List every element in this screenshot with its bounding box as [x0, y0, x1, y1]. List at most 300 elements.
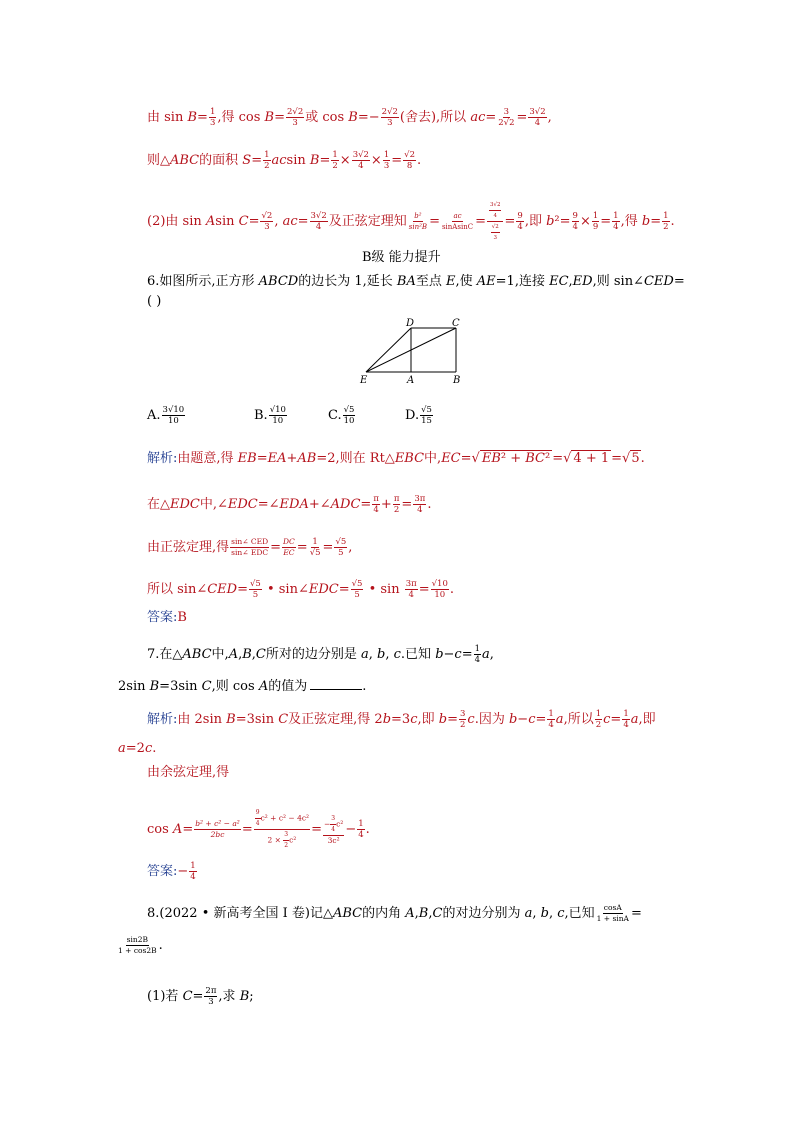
- text: 所对的边分别是: [265, 647, 362, 662]
- den: 10: [167, 416, 179, 426]
- text: =2,则在 Rt△: [316, 451, 395, 466]
- num: DC: [283, 537, 295, 546]
- text: ,则 sin∠: [592, 274, 644, 289]
- text: .: [427, 497, 432, 512]
- den: 4: [255, 820, 260, 827]
- text: =: [504, 214, 516, 229]
- den: 3: [383, 161, 390, 171]
- den: 4: [358, 830, 364, 840]
- den: 5: [252, 590, 259, 600]
- section-title: B级 能力提升: [362, 250, 441, 265]
- fraction: [260, 211, 273, 232]
- label: C.: [328, 408, 342, 423]
- fraction: [622, 709, 629, 730]
- var: B: [309, 153, 320, 168]
- analysis7-line1: [147, 709, 656, 730]
- den: sinAsinC: [441, 223, 474, 231]
- text: c²: [336, 819, 344, 828]
- text: 则△: [147, 153, 170, 168]
- num: 1: [663, 211, 669, 221]
- num: ac: [453, 212, 462, 220]
- fraction: [343, 405, 356, 426]
- text: ,求: [218, 989, 240, 1004]
- text: =: [192, 989, 204, 1004]
- fraction: [323, 814, 344, 846]
- sqrt: 4 + 1: [573, 451, 610, 466]
- label: B.: [254, 408, 268, 423]
- den: 10: [272, 416, 284, 426]
- text: 及正弦定理知: [328, 214, 407, 229]
- den: sin∠ EDC: [231, 548, 269, 557]
- den: 3: [208, 997, 214, 1007]
- text: =: [322, 540, 334, 555]
- text: ,所以: [563, 712, 594, 727]
- var: c: [467, 712, 475, 727]
- text: =: [535, 712, 547, 727]
- den: 10: [343, 416, 355, 426]
- den: 4: [358, 161, 364, 171]
- den: 4: [613, 222, 619, 232]
- fraction: [441, 211, 474, 232]
- text: ,: [428, 906, 433, 921]
- num: 1: [383, 150, 390, 160]
- text: =: [610, 712, 622, 727]
- fraction: [282, 537, 296, 558]
- answer-value: B: [177, 610, 187, 625]
- fraction: [309, 537, 322, 558]
- fraction: [194, 819, 241, 840]
- var: E: [446, 274, 456, 289]
- text: −: [345, 822, 357, 837]
- label-D: D: [406, 318, 415, 329]
- analysis6-line2: [147, 494, 431, 515]
- text: =2: [125, 741, 145, 756]
- solution1-line3: [147, 200, 675, 243]
- analysis6-line3: [147, 537, 352, 558]
- num: 1: [312, 537, 318, 547]
- fraction: [459, 709, 466, 730]
- text: ,即: [638, 712, 656, 727]
- den: 10: [434, 590, 446, 600]
- var: BC: [525, 451, 545, 466]
- text: 的面积: [199, 153, 243, 168]
- var: ac: [282, 214, 298, 229]
- var: b: [508, 712, 518, 727]
- var: B: [242, 647, 252, 662]
- label-B: B: [453, 375, 461, 386]
- fraction: [547, 709, 554, 730]
- var: B: [187, 110, 198, 125]
- fraction: [310, 211, 328, 232]
- var: EB: [481, 451, 501, 466]
- text: ,: [548, 906, 558, 921]
- fraction: [352, 150, 370, 171]
- den: 2: [393, 505, 400, 515]
- analysis-label: 解析:: [147, 451, 178, 466]
- line-ED: [366, 328, 411, 372]
- num: 3√10: [162, 405, 185, 415]
- text: ,: [489, 647, 494, 662]
- text: =: [401, 497, 413, 512]
- text: .: [416, 153, 422, 168]
- num: 1: [595, 709, 602, 719]
- var: ED: [572, 274, 593, 289]
- var: a: [630, 712, 639, 727]
- text: +: [286, 451, 298, 466]
- var: b: [438, 712, 448, 727]
- text: c² + c² − 4c²: [260, 813, 310, 823]
- var: ABC: [332, 906, 363, 921]
- text: =: [447, 712, 458, 727]
- question8-line1: [147, 903, 642, 924]
- num: [254, 808, 310, 830]
- sqrt: [480, 450, 552, 467]
- text: 的边长为 1,延长: [298, 274, 397, 289]
- answer-blank[interactable]: [310, 677, 362, 690]
- answer-label: 答案:: [147, 610, 178, 625]
- question6-line1: [147, 274, 685, 290]
- analysis-label: 解析:: [147, 712, 178, 727]
- den: 4: [548, 720, 554, 730]
- text: ,得 cos: [217, 110, 265, 125]
- answer-label: 答案:: [147, 864, 178, 879]
- fraction: [209, 107, 216, 128]
- den: 3c²: [327, 835, 340, 845]
- option-c[interactable]: [328, 405, 356, 426]
- den: 3: [209, 118, 216, 128]
- option-a[interactable]: [147, 405, 186, 426]
- var: a: [482, 647, 490, 662]
- den: 4: [534, 118, 541, 128]
- text: .: [365, 822, 370, 837]
- text: c²: [289, 835, 297, 845]
- fraction: [372, 494, 380, 515]
- num: 3: [459, 709, 466, 719]
- text: (1)若: [147, 989, 183, 1004]
- answer6: [147, 610, 187, 626]
- text: −: [517, 712, 529, 727]
- text: =: [391, 153, 403, 168]
- var: b: [435, 647, 444, 662]
- num: √5: [335, 537, 347, 547]
- num: 9: [255, 808, 261, 819]
- fraction: [405, 579, 418, 600]
- num: 1: [264, 150, 270, 160]
- fraction: [420, 405, 433, 426]
- fraction: [263, 150, 270, 171]
- question7-line1: [147, 644, 494, 665]
- var: b: [546, 214, 555, 229]
- fraction: [269, 405, 287, 426]
- text: .因为: [474, 712, 509, 727]
- text: =: [418, 582, 430, 597]
- text: =: [296, 540, 308, 555]
- var: ADC: [330, 497, 361, 512]
- var: c: [454, 647, 462, 662]
- text: =: [251, 153, 263, 168]
- den: 2: [332, 161, 338, 171]
- var: a: [361, 647, 369, 662]
- fraction: [381, 107, 399, 128]
- text: =3: [391, 712, 411, 727]
- fraction: [189, 861, 196, 882]
- fraction: [162, 405, 186, 426]
- text: 2 ×: [267, 835, 284, 845]
- label: A.: [147, 408, 161, 423]
- fraction: [413, 494, 426, 515]
- option-d[interactable]: [405, 405, 434, 426]
- text: ,: [568, 274, 573, 289]
- text: =: [611, 451, 623, 466]
- var: A: [258, 679, 269, 694]
- fraction: [572, 211, 579, 232]
- var: EB: [237, 451, 257, 466]
- text: =: [248, 214, 260, 229]
- var: a: [524, 906, 533, 921]
- num: √2: [404, 150, 415, 160]
- text: 由 sin: [147, 110, 188, 125]
- fraction: [595, 709, 602, 730]
- fraction: [357, 819, 364, 840]
- text: 由题意,得: [177, 451, 238, 466]
- den: 15: [421, 416, 432, 426]
- text: =: [360, 497, 372, 512]
- text: ×: [339, 153, 351, 168]
- num: √5: [421, 405, 432, 415]
- den: 4: [517, 222, 523, 232]
- question8-part1: [147, 986, 254, 1007]
- var: EDC: [227, 497, 258, 512]
- var: EDA: [279, 497, 309, 512]
- text: cos: [147, 822, 173, 837]
- den: 2: [264, 161, 270, 171]
- den: 3: [292, 118, 298, 128]
- text: (舍去),所以: [399, 110, 471, 125]
- text: 6.如图所示,正方形: [147, 274, 259, 289]
- text: =: [485, 110, 497, 125]
- var: EC: [549, 274, 569, 289]
- num: √5: [250, 579, 261, 589]
- fraction: [662, 211, 669, 232]
- den: 5: [354, 590, 360, 600]
- analysis7-line4: [147, 808, 370, 851]
- var: EDC: [308, 582, 339, 597]
- var: b: [377, 647, 386, 662]
- text: ,: [274, 214, 283, 229]
- den: 4: [190, 872, 196, 882]
- var: B: [149, 679, 160, 694]
- var: b: [382, 712, 392, 727]
- den: 4: [623, 720, 629, 730]
- num: sin2B: [126, 935, 149, 944]
- question6-paren: ( ): [147, 294, 162, 309]
- text: −: [443, 647, 455, 662]
- text: +∠: [308, 497, 331, 512]
- num: 1: [209, 107, 216, 117]
- text: 8.(2022 • 新高考全国 Ⅰ 卷)记△: [147, 906, 333, 921]
- text: =: [319, 153, 331, 168]
- text: =: [338, 582, 350, 597]
- fraction: [474, 644, 481, 665]
- num: 3: [283, 830, 289, 841]
- var: c: [557, 906, 565, 921]
- text: .已知: [400, 647, 436, 662]
- num: 1: [623, 709, 629, 719]
- fraction: [596, 903, 630, 924]
- num: π: [373, 494, 379, 504]
- num: [487, 200, 504, 222]
- num: 1: [613, 211, 619, 221]
- var: b: [641, 214, 651, 229]
- text: ²=: [554, 214, 571, 229]
- den: 4: [331, 825, 336, 833]
- text: .: [158, 938, 163, 953]
- den: 8: [406, 161, 413, 171]
- den: 1 + sinA: [596, 914, 629, 923]
- text: +: [380, 497, 392, 512]
- num: 3π: [414, 494, 426, 504]
- text: =: [429, 214, 440, 229]
- text: 的内角: [362, 906, 406, 921]
- den: 4: [408, 590, 414, 600]
- num: √5: [343, 405, 355, 415]
- num: 2√2: [381, 107, 398, 117]
- fraction: [351, 579, 364, 600]
- text: 的值为: [268, 679, 308, 694]
- text: ;: [249, 989, 254, 1004]
- var: b: [540, 906, 549, 921]
- text: ,: [251, 647, 256, 662]
- var: C: [238, 214, 249, 229]
- var: B: [239, 989, 250, 1004]
- text: ,已知: [564, 906, 595, 921]
- text: ² +: [500, 451, 526, 466]
- var: ac: [470, 110, 486, 125]
- var: ABCD: [258, 274, 299, 289]
- answer7: [147, 861, 198, 882]
- text: • sin∠: [262, 582, 309, 597]
- var: BA: [396, 274, 416, 289]
- text: 及正弦定理,得 2: [288, 712, 383, 727]
- var: C: [255, 647, 266, 662]
- var: C: [278, 712, 289, 727]
- var: B: [348, 110, 358, 125]
- text: =: [237, 582, 248, 597]
- den: EC: [283, 548, 295, 557]
- text: =3sin: [235, 712, 279, 727]
- solution1-line1: [147, 107, 552, 128]
- text: =: [460, 451, 472, 466]
- analysis6-line4: [147, 579, 454, 600]
- text: =: [297, 214, 309, 229]
- den: 1 + cos2B: [118, 946, 157, 955]
- text: =1,连接: [495, 274, 550, 289]
- text: =: [182, 822, 194, 837]
- text: 中,: [211, 647, 229, 662]
- text: .: [449, 582, 455, 597]
- var: c: [528, 712, 536, 727]
- num: √10: [269, 405, 286, 415]
- text: 的对边分别为: [442, 906, 525, 921]
- question7-line2: 2sin B=3sin C,则 cos A的值为 .: [118, 679, 367, 694]
- num: 3: [503, 107, 510, 117]
- answer-value: −: [177, 864, 189, 879]
- var: ABC: [182, 647, 212, 662]
- fraction: [334, 537, 347, 558]
- text: .: [670, 214, 675, 229]
- text: 或 cos: [305, 110, 349, 125]
- text: =: [552, 451, 564, 466]
- den: sin²B: [408, 223, 428, 231]
- label: D.: [405, 408, 420, 423]
- text: =−: [357, 110, 380, 125]
- den: 4: [572, 222, 578, 232]
- var: A: [405, 906, 415, 921]
- analysis7-line2: [118, 741, 156, 757]
- var: AB: [297, 451, 317, 466]
- text: ,: [414, 906, 419, 921]
- text: ,: [238, 647, 243, 662]
- den: 2: [284, 842, 289, 849]
- fraction: [331, 150, 338, 171]
- text: ,使: [455, 274, 477, 289]
- text: sin: [286, 153, 310, 168]
- den: 3: [264, 222, 270, 232]
- fraction: [204, 986, 217, 1007]
- label-C: C: [452, 318, 460, 329]
- var: B: [418, 906, 429, 921]
- text: ,: [532, 906, 541, 921]
- var: c: [603, 712, 611, 727]
- num: √10: [431, 579, 448, 589]
- text: ,: [385, 647, 394, 662]
- num: π: [393, 494, 400, 504]
- sqrt: 5: [631, 451, 640, 466]
- num: 1: [190, 861, 196, 871]
- text: =: [650, 214, 662, 229]
- fraction: [612, 211, 619, 232]
- analysis6-line1: 解析:由题意,得 EB=EA+AB=2,则在 Rt△EBC中,EC=√ EB² + BC² =√ 4 + 1 =√5.: [147, 451, 645, 466]
- var: B: [226, 712, 236, 727]
- fraction: [528, 107, 546, 128]
- num: − $\frac{3}{4}$ c²: [323, 814, 344, 836]
- text: .: [152, 741, 157, 756]
- var: C: [201, 679, 212, 694]
- var: A: [205, 214, 216, 229]
- text: ,: [547, 110, 552, 125]
- num: 3: [330, 814, 336, 825]
- num: √5: [351, 579, 363, 589]
- num: 3√2: [352, 150, 369, 160]
- var: ac: [271, 153, 287, 168]
- text: =: [516, 110, 528, 125]
- fraction: [254, 808, 310, 851]
- num: b² + c² − a²: [195, 819, 240, 828]
- text: ,: [348, 540, 353, 555]
- text: 在△: [147, 497, 170, 512]
- var: A: [228, 647, 239, 662]
- fraction: [286, 107, 304, 128]
- den: 4: [493, 213, 497, 219]
- var: EC: [441, 451, 461, 466]
- text: =: [673, 274, 685, 289]
- fraction: [403, 150, 416, 171]
- num: cosA: [603, 903, 622, 912]
- num: √2: [491, 222, 500, 233]
- text: =: [475, 214, 486, 229]
- var: c: [393, 647, 401, 662]
- option-b[interactable]: [254, 405, 288, 426]
